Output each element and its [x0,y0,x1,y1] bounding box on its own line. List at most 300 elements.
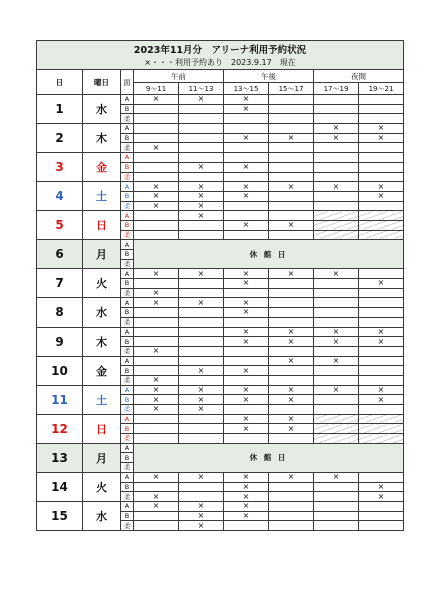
slot-cell [134,133,179,143]
slot-header: 9～11 [134,83,179,95]
slot-cell [269,279,314,289]
court-row [37,385,404,395]
slot-cell: × [224,501,269,511]
slot-cell: × [269,395,314,405]
weekday-label: 火 [83,269,121,298]
slot-cell: × [359,395,404,405]
slot-cell [134,124,179,134]
slot-cell [359,366,404,376]
slot-cell: × [134,385,179,395]
slot-cell [269,492,314,502]
court-label: 柔 [121,259,134,269]
slot-cell [224,211,269,221]
slot-cell [359,201,404,211]
slot-cell [314,104,359,114]
slot-cell [359,424,404,434]
slot-header: 17～19 [314,83,359,95]
slot-cell [134,279,179,289]
slot-cell [314,288,359,298]
slot-cell [269,172,314,182]
slot-cell: × [314,327,359,337]
day-number: 9 [37,327,83,356]
slot-cell: × [314,385,359,395]
slot-cell: × [359,482,404,492]
weekday-label: 土 [83,182,121,211]
slot-cell [134,521,179,531]
slot-cell: × [359,124,404,134]
weekday-label: 金 [83,356,121,385]
court-label: B [121,308,134,318]
slot-cell: × [269,133,314,143]
slot-cell [314,511,359,521]
slot-header: 19～21 [359,83,404,95]
slot-cell: × [179,162,224,172]
court-label: B [121,424,134,434]
slot-cell [314,114,359,124]
slot-cell [134,356,179,366]
court-label: 柔 [121,230,134,240]
slot-cell [314,375,359,385]
slot-cell [314,346,359,356]
slot-cell: × [179,395,224,405]
slot-cell [179,492,224,502]
slot-cell [269,143,314,153]
slot-cell: × [269,424,314,434]
slot-cell: × [134,288,179,298]
slot-cell [314,308,359,318]
slot-cell [314,211,359,221]
slot-cell: × [314,337,359,347]
court-label: B [121,133,134,143]
slot-cell [359,143,404,153]
weekday-label: 月 [83,443,121,472]
slot-cell [314,153,359,163]
slot-cell [314,220,359,230]
slot-cell [224,172,269,182]
weekday-column-header: 曜日 [83,70,121,95]
slot-cell [179,356,224,366]
slot-cell: × [179,405,224,415]
slot-cell [134,327,179,337]
slot-cell [359,220,404,230]
court-label: B [121,250,134,260]
slot-cell [224,114,269,124]
court-label: B [121,162,134,172]
slot-cell [314,317,359,327]
slot-cell [314,492,359,502]
day-number: 7 [37,269,83,298]
court-label: 柔 [121,114,134,124]
slot-cell [179,482,224,492]
slot-cell: × [314,133,359,143]
slot-cell: × [224,395,269,405]
slot-cell: × [179,269,224,279]
weekday-label: 木 [83,327,121,356]
slot-cell [269,153,314,163]
court-label: 柔 [121,405,134,415]
court-label: B [121,395,134,405]
slot-cell [314,298,359,308]
slot-cell [359,472,404,482]
slot-cell: × [134,395,179,405]
slot-cell: × [269,269,314,279]
slot-cell: × [314,356,359,366]
slot-cell [269,230,314,240]
slot-cell [224,346,269,356]
court-row [37,240,404,250]
slot-cell [224,405,269,415]
slot-cell: × [224,133,269,143]
day-number: 15 [37,501,83,530]
court-row [37,443,404,453]
slot-cell: × [314,182,359,192]
weekday-label: 金 [83,153,121,182]
slot-cell [179,375,224,385]
slot-cell [134,424,179,434]
slot-cell: × [269,385,314,395]
slot-cell: × [224,424,269,434]
slot-cell: × [134,492,179,502]
court-label: A [121,153,134,163]
schedule-body [37,95,404,531]
court-label: A [121,414,134,424]
slot-cell [134,434,179,444]
court-row [37,182,404,192]
court-label: 柔 [121,434,134,444]
session-header-morning: 午前 [134,70,224,83]
slot-cell [314,482,359,492]
slot-cell: × [179,366,224,376]
slot-cell [314,521,359,531]
court-label: A [121,182,134,192]
court-row [37,414,404,424]
slot-cell: × [224,279,269,289]
slot-cell [134,162,179,172]
slot-cell: × [224,104,269,114]
reservation-table [36,40,404,531]
day-number: 10 [37,356,83,385]
day-number: 3 [37,153,83,182]
court-label: A [121,327,134,337]
court-label: 柔 [121,463,134,473]
slot-cell: × [269,356,314,366]
day-number: 1 [37,95,83,124]
slot-cell: × [224,308,269,318]
slot-cell [134,172,179,182]
slot-cell: × [359,385,404,395]
reservation-sheet [36,40,403,531]
slot-cell [269,211,314,221]
weekday-label: 月 [83,240,121,269]
slot-cell [179,124,224,134]
slot-cell [269,521,314,531]
slot-cell [314,395,359,405]
weekday-label: 火 [83,472,121,501]
slot-cell: × [224,162,269,172]
slot-cell [269,191,314,201]
court-row [37,95,404,105]
slot-cell: × [134,201,179,211]
slot-cell [359,298,404,308]
slot-cell: × [224,414,269,424]
slot-cell: × [134,182,179,192]
slot-cell: × [269,337,314,347]
slot-cell [359,104,404,114]
court-label: A [121,124,134,134]
slot-cell [134,230,179,240]
day-number: 2 [37,124,83,153]
slot-cell [224,143,269,153]
slot-cell [134,153,179,163]
session-header-afternoon: 午後 [224,70,314,83]
slot-cell [179,337,224,347]
slot-cell [359,308,404,318]
court-label: B [121,482,134,492]
slot-cell [134,317,179,327]
slot-cell [314,201,359,211]
slot-cell [269,366,314,376]
slot-cell [224,124,269,134]
court-label: B [121,104,134,114]
slot-cell [179,143,224,153]
court-label: B [121,191,134,201]
slot-cell [269,114,314,124]
slot-header: 13～15 [224,83,269,95]
slot-cell [269,124,314,134]
day-number: 8 [37,298,83,327]
slot-cell: × [134,298,179,308]
slot-cell [314,95,359,105]
court-label: B [121,279,134,289]
slot-cell [179,104,224,114]
slot-cell [179,317,224,327]
court-row [37,269,404,279]
closed-day-label: 休 館 日 [134,443,404,472]
slot-cell [269,346,314,356]
slot-cell [314,434,359,444]
slot-cell [359,521,404,531]
slot-cell: × [224,191,269,201]
slot-cell [269,405,314,415]
slot-cell [359,230,404,240]
slot-cell: × [224,482,269,492]
legend-note: ×・・・利用予約あり 2023.9.17 現在 [37,56,404,70]
slot-cell: × [224,366,269,376]
slot-cell [359,114,404,124]
slot-cell [314,501,359,511]
court-label: A [121,443,134,453]
slot-cell [134,211,179,221]
court-label: 柔 [121,172,134,182]
slot-cell [224,201,269,211]
slot-cell: × [269,472,314,482]
slot-cell [314,405,359,415]
slot-cell [134,220,179,230]
slot-cell: × [134,375,179,385]
slot-cell [179,424,224,434]
court-label: A [121,472,134,482]
court-label: 柔 [121,288,134,298]
slot-cell: × [269,182,314,192]
slot-cell: × [224,269,269,279]
slot-cell [359,162,404,172]
slot-cell [179,327,224,337]
slot-cell: × [179,182,224,192]
weekday-label: 水 [83,501,121,530]
slot-header: 15～17 [269,83,314,95]
slot-cell: × [224,511,269,521]
slot-cell [134,104,179,114]
slot-cell [359,511,404,521]
day-number: 5 [37,211,83,240]
slot-cell: × [314,472,359,482]
slot-cell [314,143,359,153]
court-row [37,298,404,308]
slot-cell: × [314,124,359,134]
slot-cell: × [224,182,269,192]
slot-cell [134,337,179,347]
slot-cell [224,434,269,444]
court-label: 柔 [121,492,134,502]
slot-cell: × [134,501,179,511]
slot-cell: × [134,143,179,153]
slot-cell [179,230,224,240]
weekday-label: 土 [83,385,121,414]
slot-cell [314,230,359,240]
court-label: A [121,95,134,105]
slot-cell [269,511,314,521]
slot-cell [359,95,404,105]
slot-cell [134,482,179,492]
court-label: A [121,269,134,279]
slot-cell: × [359,279,404,289]
day-column-header: 日 [37,70,83,95]
slot-cell [179,308,224,318]
slot-cell: × [179,211,224,221]
court-label: 柔 [121,317,134,327]
slot-cell: × [134,95,179,105]
slot-cell: × [134,191,179,201]
slot-cell: × [359,327,404,337]
weekday-label: 日 [83,211,121,240]
slot-cell [314,172,359,182]
day-number: 12 [37,414,83,443]
slot-cell [179,346,224,356]
slot-cell: × [359,182,404,192]
slot-cell [269,501,314,511]
court-row [37,327,404,337]
court-label: A [121,298,134,308]
slot-cell [224,153,269,163]
slot-cell [134,414,179,424]
court-row [37,472,404,482]
slot-cell [269,201,314,211]
court-label: A [121,356,134,366]
court-row [37,153,404,163]
slot-cell [359,405,404,415]
day-number: 13 [37,443,83,472]
slot-cell [359,211,404,221]
court-label: 柔 [121,143,134,153]
court-row [37,501,404,511]
slot-cell [359,317,404,327]
slot-cell [179,172,224,182]
slot-cell: × [359,191,404,201]
slot-cell: × [224,337,269,347]
slot-cell: × [269,414,314,424]
slot-cell [179,434,224,444]
slot-cell [359,172,404,182]
slot-cell [224,288,269,298]
slot-cell: × [269,220,314,230]
slot-cell [224,521,269,531]
slot-cell [269,375,314,385]
court-row [37,356,404,366]
court-label: A [121,385,134,395]
slot-cell: × [179,191,224,201]
weekday-label: 日 [83,414,121,443]
court-label: B [121,337,134,347]
day-number: 14 [37,472,83,501]
slot-cell [359,346,404,356]
slot-cell [314,191,359,201]
court-label: 柔 [121,201,134,211]
slot-cell [269,434,314,444]
weekday-label: 水 [83,298,121,327]
day-number: 11 [37,385,83,414]
slot-cell: × [269,327,314,337]
slot-cell: × [179,298,224,308]
slot-cell [359,356,404,366]
slot-cell: × [359,133,404,143]
slot-cell: × [179,511,224,521]
slot-cell [224,317,269,327]
court-label: A [121,211,134,221]
slot-cell: × [224,327,269,337]
slot-cell [179,288,224,298]
day-number: 6 [37,240,83,269]
slot-cell [314,366,359,376]
slot-cell [359,375,404,385]
slot-cell: × [179,385,224,395]
court-label: B [121,453,134,463]
slot-cell [269,162,314,172]
court-label: A [121,240,134,250]
court-column-header: 面 [121,70,134,95]
weekday-label: 水 [83,95,121,124]
slot-cell: × [314,269,359,279]
slot-cell: × [179,472,224,482]
slot-cell: × [224,298,269,308]
slot-cell: × [134,472,179,482]
court-label: 柔 [121,375,134,385]
court-row [37,211,404,221]
slot-cell [269,298,314,308]
slot-cell [134,308,179,318]
slot-cell [269,317,314,327]
slot-cell [269,308,314,318]
slot-cell [269,482,314,492]
slot-cell [179,279,224,289]
session-header-night: 夜間 [314,70,404,83]
slot-cell [179,414,224,424]
slot-cell: × [179,521,224,531]
slot-cell [359,288,404,298]
court-label: 柔 [121,346,134,356]
slot-cell [359,269,404,279]
slot-cell [359,501,404,511]
weekday-label: 木 [83,124,121,153]
